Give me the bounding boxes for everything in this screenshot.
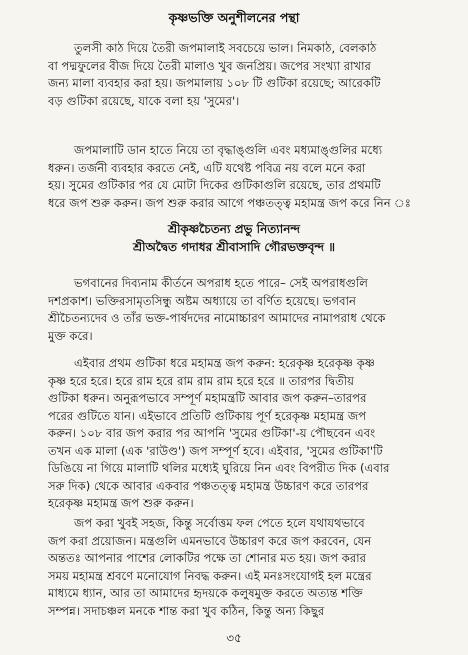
- text-line: সময় মহামন্ত্র শ্রবণে মনোযোগ নিবদ্ধ করুন। এই মনঃসংযোগই হল মন্ত্রের: [48, 568, 372, 583]
- text-line: জন্য মালা ব্যবহার করা হয়। জপমালায় ১০৮ টি গুটিকা রয়েছে; আরেকটি: [48, 76, 381, 90]
- text-line: সরু দিক) থেকে আবার একবার পঞ্চতত্ত্ব মহামন্ত্র উচ্চারণ করে তারপর: [48, 478, 369, 493]
- text-line: হরেকৃষ্ণ মহামন্ত্র জপ শুরু করুন।: [48, 496, 194, 510]
- text-line: তুলসী কাঠ দিয়ে তৈরী জপমালাই সবচেয়ে ভাল। নিমকাঠ, বেলকাঠ: [74, 41, 377, 55]
- text-line: এইবার প্রথম গুটিকা ধরে মহামন্ত্র জপ করুন: হরেকৃষ্ণ হরেকৃষ্ণ কৃষ্ণ: [74, 356, 375, 370]
- panchatattva-mantra: [0, 221, 468, 256]
- mantra-line: শ্রীকৃষ্ণচৈতন্য প্রভু নিত্যানন্দ: [167, 222, 301, 236]
- text-line: কৃষ্ণ হরে হরে। হরে রাম হরে রাম রাম রাম হরে হরে ॥ তারপর দ্বিতীয়: [48, 373, 355, 388]
- paragraph-5: [48, 515, 440, 620]
- page-number: ৩৫: [226, 631, 242, 645]
- text-line: বড় গুটিকা রয়েছে, যাকে বলা হয় 'সুমের'।: [48, 93, 240, 108]
- text-line: বা পদ্মফুলের বীজ দিয়ে তৈরী মালাও খুব জনপ্রিয়। জপের সংখ্যা রাখার: [48, 58, 371, 73]
- text-line: করুন। ১০৮ বার জপ করার পর আপনি 'সুমের গুটিকা'-য় পৌছবেন এবং: [48, 426, 376, 440]
- text-line: হয়। সুমের গুটিকার পর যে মোটা দিকের গুটিকাগুলি রয়েছে, তার প্রথমটি: [48, 178, 381, 192]
- text-line: গুটিকা ধরুন। অনুরূপভাবে সম্পূর্ণ মহামন্ত্রটি আবার জপ করুন–তারপর: [48, 391, 367, 405]
- paragraph-1: [48, 40, 440, 110]
- text-line: জপ করা খুবই সহজ, কিন্তু সর্বোত্তম ফল পেতে হলে যথাযথভাবে: [74, 516, 365, 530]
- text-line: ভগবানের দিব্যনাম কীর্তনে অপরাধ হতে পারে– সেই অপরাধগুলি: [74, 276, 368, 290]
- text-line: ডিঙিয়ে না গিয়ে মালাটি থলির মধ্যেই ঘুরিয়ে নিন এবং বিপরীত দিক (এবার: [48, 461, 390, 475]
- paragraph-2: [48, 142, 440, 212]
- text-line: ধরে জপ শুরু করুন। জপ শুরু করার আগে পঞ্চতত্ত্ব মহামন্ত্র জপ করে নিন ঃ: [48, 195, 411, 210]
- text-line: শ্রীচৈতন্যদেব ও তাঁর ভক্ত-পার্ষদদের নামোচ্চারণ আমাদের নামাপরাধ থেকে: [48, 311, 386, 325]
- text-line: মাধ্যমে ধ্যান, আর তা আমাদের হৃদয়কে কলুষমুক্ত করতে অত্যন্ত শক্তি: [48, 586, 363, 600]
- paragraph-4: [48, 355, 440, 513]
- text-line: পরের গুটিতে যান। এইভাবে প্রতিটি গুটিকায় পূর্ণ হরেকৃষ্ণ মহামন্ত্র জপ: [48, 408, 367, 423]
- text-line: মুক্ত করে।: [48, 328, 93, 343]
- paragraph-3: [48, 275, 440, 345]
- text-line: জপ করা প্রয়োজন। মন্ত্রগুলি এমনভাবে উচ্চারণ করে জপ করবেন, যেন: [48, 533, 372, 548]
- text-line: সম্পন্ন। সদাচঞ্চল মনকে শান্ত করা খুব কঠিন, কিন্তু অন্য কিছুর: [48, 603, 325, 618]
- text-line: দশপ্রকাশ। ভক্তিরসামৃতসিন্ধু অষ্টম অধ্যায়ে তা বর্ণিত হয়েছে। ভগবান: [48, 293, 356, 308]
- text-line: অন্ততঃ আপনার পাশের লোকটির পক্ষে তা শোনার মত হয়। জপ করার: [48, 551, 367, 565]
- text-line: তখন এক মালা (এক 'রাউণ্ড') জপ সম্পূর্ণ হবে। এইবার, 'সুমের গুটিকা'টি: [48, 443, 383, 458]
- text-line: ধরুন। তর্জনী ব্যবহার করতে নেই, এটি যথেষ্ট পবিত্র নয় বলে মনে করা: [48, 160, 366, 175]
- text-line: জপমালাটি ডান হাতে নিয়ে তা বৃদ্ধাঙ্গুলি এবং মধ্যমাঙ্গুলির মধ্যে: [74, 143, 383, 157]
- page-title: কৃষ্ণভক্তি অনুশীলনের পন্থা: [168, 10, 300, 25]
- mantra-line: শ্রীঅদ্বৈত গদাধর শ্রীবাসাদি গৌরভক্তবৃন্দ ॥: [133, 239, 335, 254]
